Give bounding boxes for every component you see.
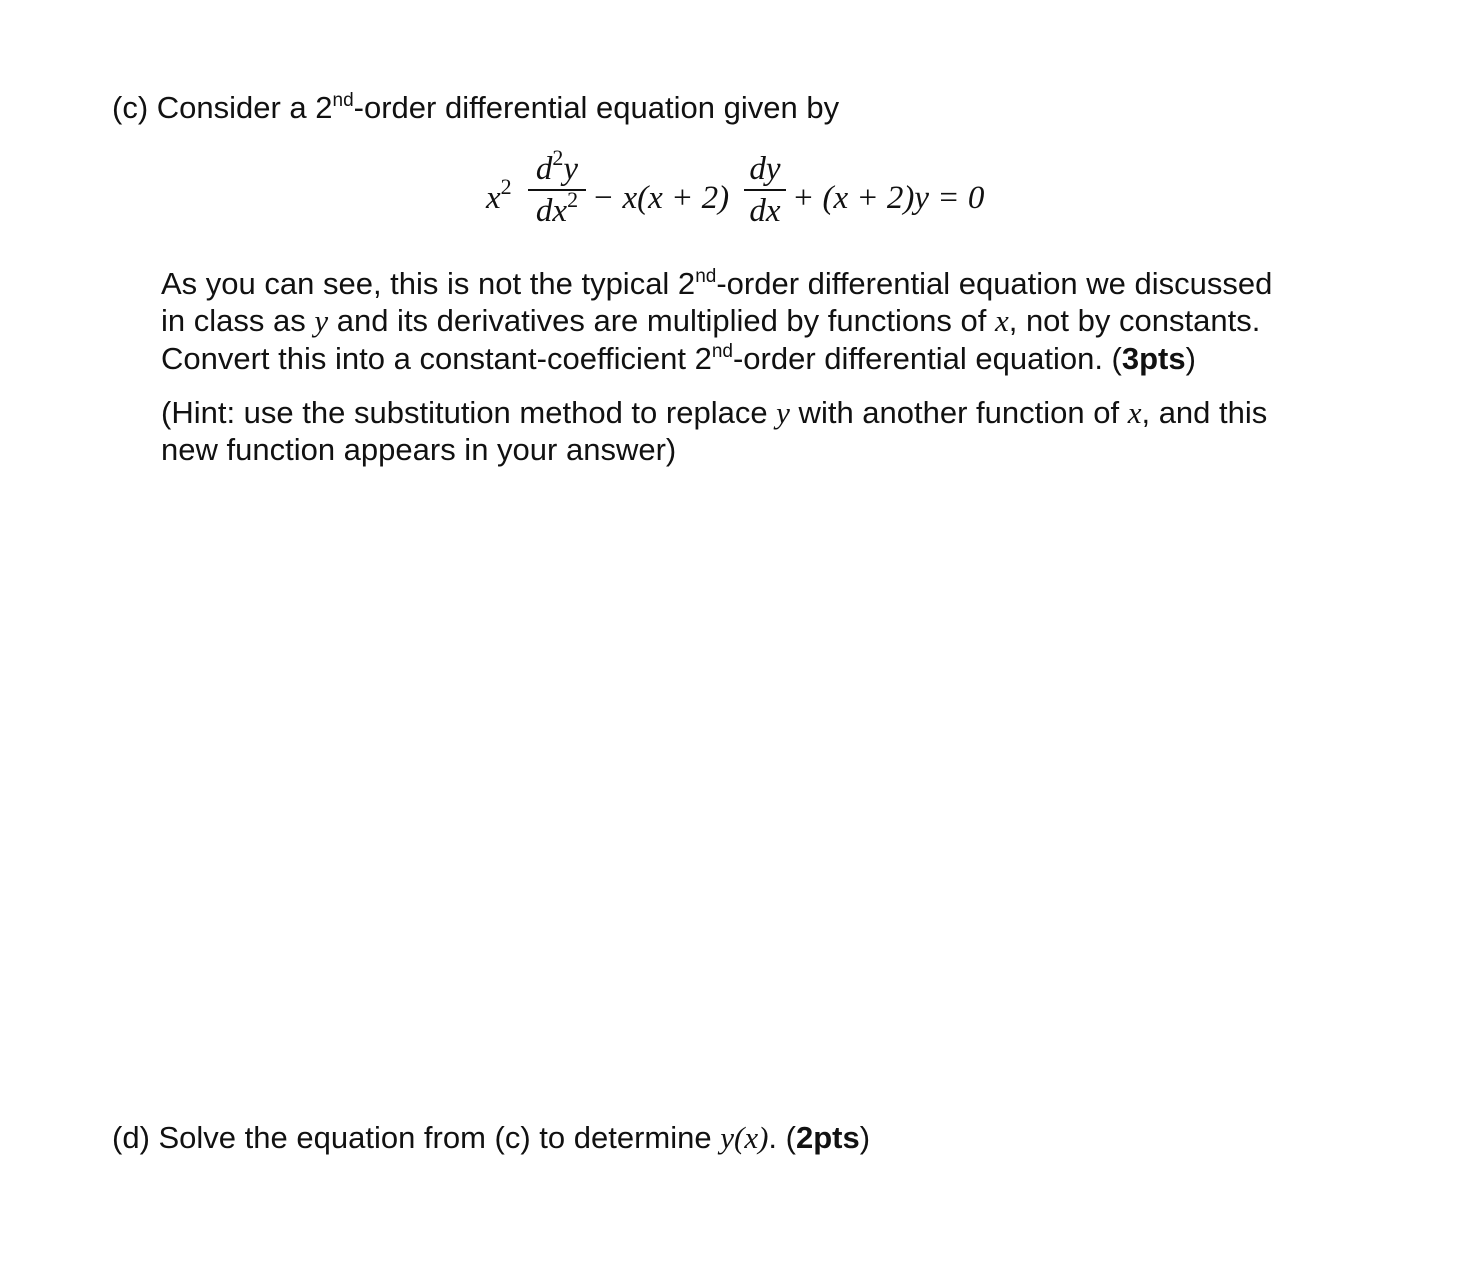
eq-lead-term bbox=[486, 174, 512, 217]
part-d-heading bbox=[112, 1119, 870, 1156]
eq-tail-term bbox=[792, 179, 984, 217]
body-line3-c: ) bbox=[1185, 341, 1196, 376]
body-line1-a: As you can see, this is not the typical 2 bbox=[161, 266, 696, 301]
body-line-2 bbox=[161, 302, 1260, 339]
eq-frac1-denominator bbox=[528, 187, 586, 230]
eq-frac1-den-exp: 2 bbox=[567, 187, 579, 212]
body-line3-ordinal: nd bbox=[711, 341, 733, 362]
body-line2-var-y: y bbox=[314, 303, 329, 338]
part-d-label-b: . ( bbox=[768, 1120, 796, 1155]
eq-frac2-numerator: dy bbox=[749, 151, 781, 187]
eq-frac1-numerator bbox=[528, 145, 586, 188]
part-c-rest: -order differential equation given by bbox=[353, 90, 840, 125]
part-c-heading bbox=[112, 89, 839, 126]
hint-var-x: x bbox=[1127, 395, 1142, 430]
hint-var-y: y bbox=[776, 395, 790, 430]
body-line-1 bbox=[161, 265, 1272, 302]
body-line2-c: , not by constants. bbox=[1008, 303, 1261, 338]
hint-line-2: new function appears in your answer) bbox=[161, 432, 677, 467]
eq-middle-term bbox=[592, 179, 729, 217]
points-badge-c: 3pts bbox=[1121, 341, 1186, 376]
points-badge-d: 2pts bbox=[795, 1120, 860, 1155]
body-line2-var-x: x bbox=[994, 303, 1009, 338]
body-line1-b: -order differential equation we discussed bbox=[716, 266, 1273, 301]
eq-frac2-denominator: dx bbox=[749, 193, 781, 229]
body-line3-b: -order differential equation. ( bbox=[732, 341, 1122, 376]
part-c-label: (c) Consider a 2 bbox=[112, 90, 333, 125]
hint-line-1 bbox=[161, 394, 1267, 431]
part-d-function: y(x) bbox=[720, 1120, 769, 1155]
eq-frac2-bar bbox=[744, 189, 786, 191]
hint-line1-a: (Hint: use the substitution method to replace bbox=[161, 395, 777, 430]
body-line2-b: and its derivatives are multiplied by functions of bbox=[328, 303, 995, 338]
body-line3-a: Convert this into a constant-coefficient 2 bbox=[161, 341, 712, 376]
eq-lead-var: x bbox=[486, 180, 501, 216]
part-d-label-a: (d) Solve the equation from (c) to determine bbox=[112, 1120, 721, 1155]
eq-lead-exp: 2 bbox=[500, 174, 512, 199]
hint-line1-c: , and this bbox=[1141, 395, 1268, 430]
hint-line1-b: with another function of bbox=[789, 395, 1128, 430]
part-d-label-c: ) bbox=[859, 1120, 871, 1155]
eq-tail: + (x + 2)y = 0 bbox=[792, 180, 985, 216]
eq-middle: − x(x + 2) bbox=[592, 180, 730, 216]
eq-frac1-num-d: d bbox=[535, 151, 553, 187]
eq-frac1-num-var: y bbox=[563, 151, 579, 187]
eq-frac1-num-exp: 2 bbox=[552, 145, 564, 170]
body-line2-a: in class as bbox=[161, 303, 315, 338]
eq-fraction-first-derivative bbox=[744, 150, 786, 230]
body-line1-ordinal: nd bbox=[695, 266, 717, 287]
part-c-ordinal: nd bbox=[332, 90, 354, 111]
body-line-3 bbox=[161, 340, 1196, 377]
eq-fraction-second-derivative bbox=[528, 145, 586, 230]
eq-frac1-den-dx: dx bbox=[535, 193, 568, 229]
